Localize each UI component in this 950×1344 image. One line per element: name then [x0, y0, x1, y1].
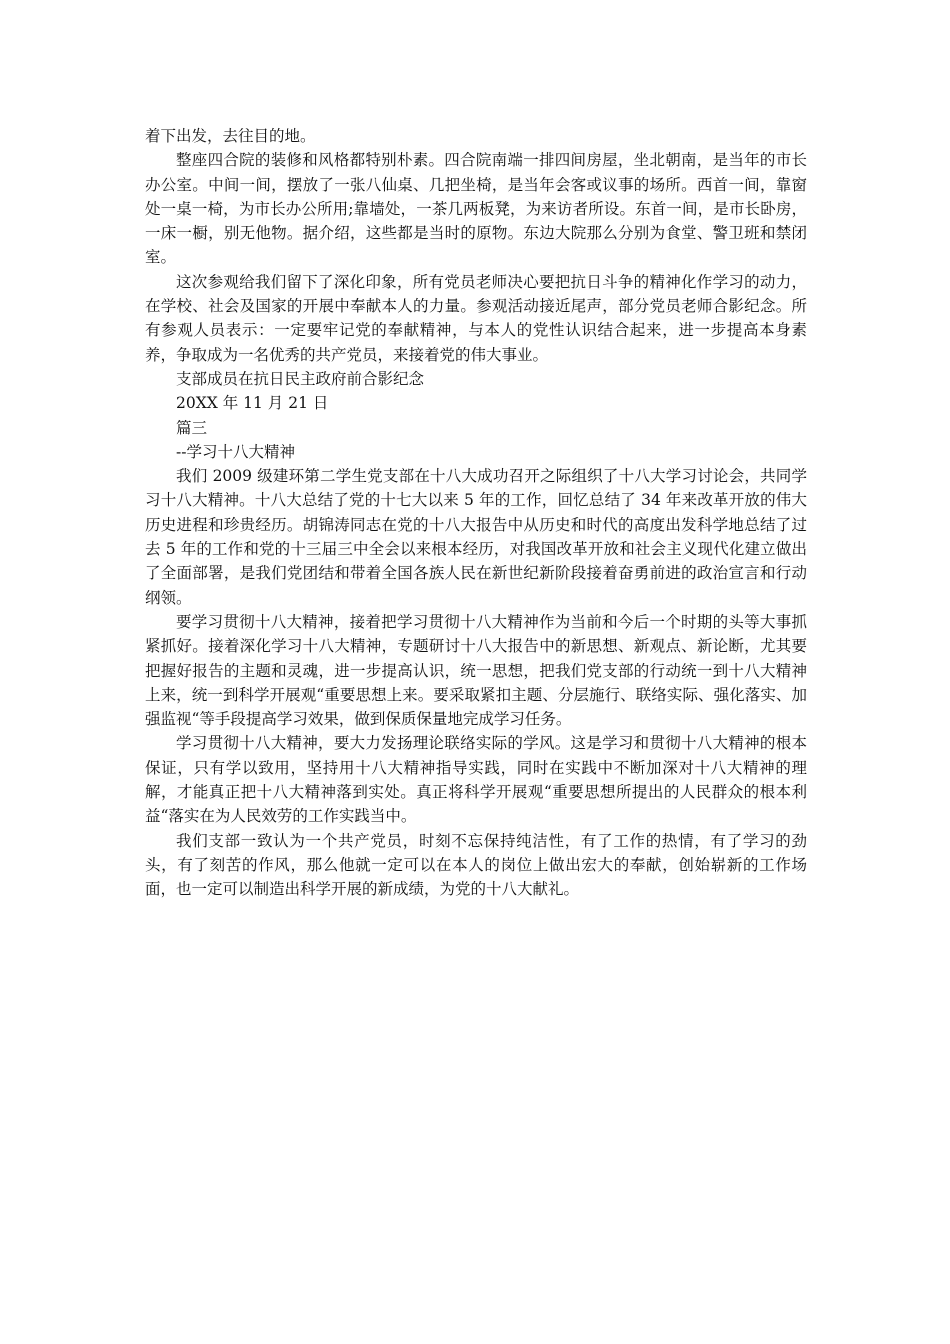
- paragraph-theory-practice: 学习贯彻十八大精神，要大力发扬理论联络实际的学风。这是学习和贯彻十八大精神的根本保证，只有学以致用，坚持用十八大精神指导实践，同时在实践中不断加深对十八大精神的理解，才能真正把十八大精神落到实处。真正将科学开展观“重要思想所提出的人民群众的根本利益“落实在为人民效劳的工作实践当中。: [145, 734, 807, 826]
- document-date: 20XX 年 11 月 21 日: [176, 394, 329, 413]
- paragraph-continued: 着下出发，去往目的地。: [145, 127, 316, 145]
- photo-caption: 支部成员在抗日民主政府前合影纪念: [176, 369, 425, 388]
- paragraph-study-meeting: 我们 2009 级建环第二学生党支部在十八大成功召开之际组织了十八大学习讨论会，共同学习十八大精神。十八大总结了党的十七大以来 5 年的工作，回忆总结了 34 年来改革开放的伟大历史进程和珍贵经历。胡锦涛同志在党的十八大报告中从历史和时代的高度出发科学地总结了过去 5 年的工作和党的十三届三中全会以来根本经历，对我国改革开放和社会主义现代化建立做出了全面部署，是我们党团结和带着全国各族人民在新世纪新阶段接着奋勇前进的政治宣言和行动纲领。: [145, 467, 807, 607]
- paragraph-visit-impression: 这次参观给我们留下了深化印象，所有党员老师决心要把抗日斗争的精神化作学习的动力，在学校、社会及国家的开展中奉献本人的力量。参观活动接近尾声，部分党员老师合影纪念。所有参观人员表示：一定要牢记党的奉献精神，与本人的党性认识结合起来，进一步提高本身素养，争取成为一名优秀的共产党员，来接着党的伟大事业。: [145, 272, 807, 364]
- paragraph-courtyard: 整座四合院的装修和风格都特别朴素。四合院南端一排四间房屋，坐北朝南，是当年的市长办公室。中间一间，摆放了一张八仙桌、几把坐椅，是当年会客或议事的场所。西首一间，靠窗处一桌一椅，为市长办公所用;靠墙处，一茶几两板凳，为来访者所设。东首一间，是市长卧房，一床一橱，别无他物。据介绍，这些都是当时的原物。东边大院那么分别为食堂、警卫班和禁闭室。: [145, 151, 807, 267]
- paragraph-branch-consensus: 我们支部一致认为一个共产党员，时刻不忘保持纯洁性，有了工作的热情，有了学习的劲头，有了刻苦的作风，那么他就一定可以在本人的岗位上做出宏大的奉献，创始崭新的工作场面，也一定可以制造出科学开展的新成绩，为党的十八大献礼。: [145, 831, 807, 899]
- section-title: --学习十八大精神: [176, 442, 295, 461]
- document-page: [145, 124, 807, 902]
- paragraph-implement-spirit: 要学习贯彻十八大精神，接着把学习贯彻十八大精神作为当前和今后一个时期的头等大事抓紧抓好。接着深化学习十八大精神，专题研讨十八大报告中的新思想、新观点、新论断，尤其要把握好报告的主题和灵魂，进一步提高认识，统一思想，把我们党支部的行动统一到十八大精神上来，统一到科学开展观“重要思想上来。要采取紧扣主题、分层施行、联络实际、强化落实、加强监视“等手段提高学习效果，做到保质保量地完成学习任务。: [145, 612, 807, 729]
- section-label: 篇三: [176, 418, 208, 437]
